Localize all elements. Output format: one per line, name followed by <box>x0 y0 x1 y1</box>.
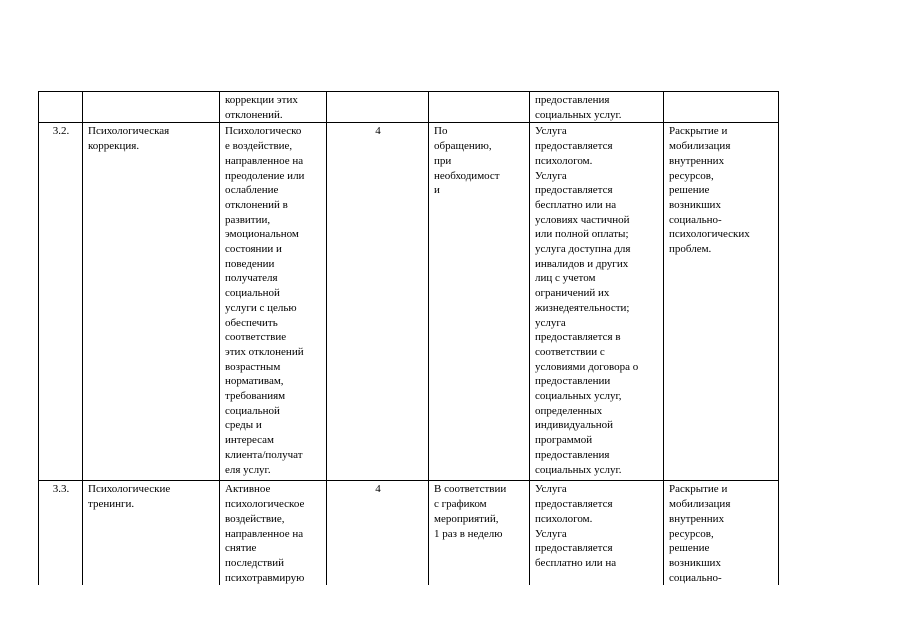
cell-result: Раскрытие и мобилизация внутренних ресурсов, решение возникших социально- <box>664 481 779 585</box>
cell-conditions: предоставления социальных услуг. <box>530 92 664 123</box>
cell-description: Психологическо е воздействие, направленное на преодоление или ослабление отклонений в развитии, эмоциональном состоянии и поведении получателя социальной услуги с целью обеспечить соответствие этих отклонений возрастным нормативам, требованиям социальной среды и интересам клиента/получат еля услуг. <box>220 123 327 481</box>
table-row <box>39 92 779 123</box>
cell-term <box>327 92 429 123</box>
cell-service-name: Психологические тренинги. <box>83 481 220 585</box>
cell-conditions: Услуга предоставляется психологом. Услуга предоставляется бесплатно или на <box>530 481 664 585</box>
cell-periodicity <box>429 92 530 123</box>
cell-description: Активное психологическое воздействие, направленное на снятие последствий психотравмирую <box>220 481 327 585</box>
table-row <box>39 481 779 585</box>
cell-periodicity: По обращению, при необходимост и <box>429 123 530 481</box>
table-row <box>39 123 779 481</box>
cell-number <box>39 92 83 123</box>
cell-service-name: Психологическая коррекция. <box>83 123 220 481</box>
cell-term: 4 <box>327 123 429 481</box>
cell-number: 3.2. <box>39 123 83 481</box>
cell-service-name <box>83 92 220 123</box>
cell-result: Раскрытие и мобилизация внутренних ресурсов, решение возникших социально- психологических проблем. <box>664 123 779 481</box>
cell-number: 3.3. <box>39 481 83 585</box>
cell-conditions: Услуга предоставляется психологом. Услуга предоставляется бесплатно или на условиях частичной или полной оплаты; услуга доступна для инвалидов и других лиц с учетом ограничений их жизнедеятельности; услуга предоставляется в соответствии с условиями договора о предоставлении социальных услуг, определенных индивидуальной программой предоставления социальных услуг. <box>530 123 664 481</box>
social-services-table <box>38 91 779 585</box>
cell-result <box>664 92 779 123</box>
cell-term: 4 <box>327 481 429 585</box>
cell-periodicity: В соответствии с графиком мероприятий, 1 раз в неделю <box>429 481 530 585</box>
cell-description: коррекции этих отклонений. <box>220 92 327 123</box>
